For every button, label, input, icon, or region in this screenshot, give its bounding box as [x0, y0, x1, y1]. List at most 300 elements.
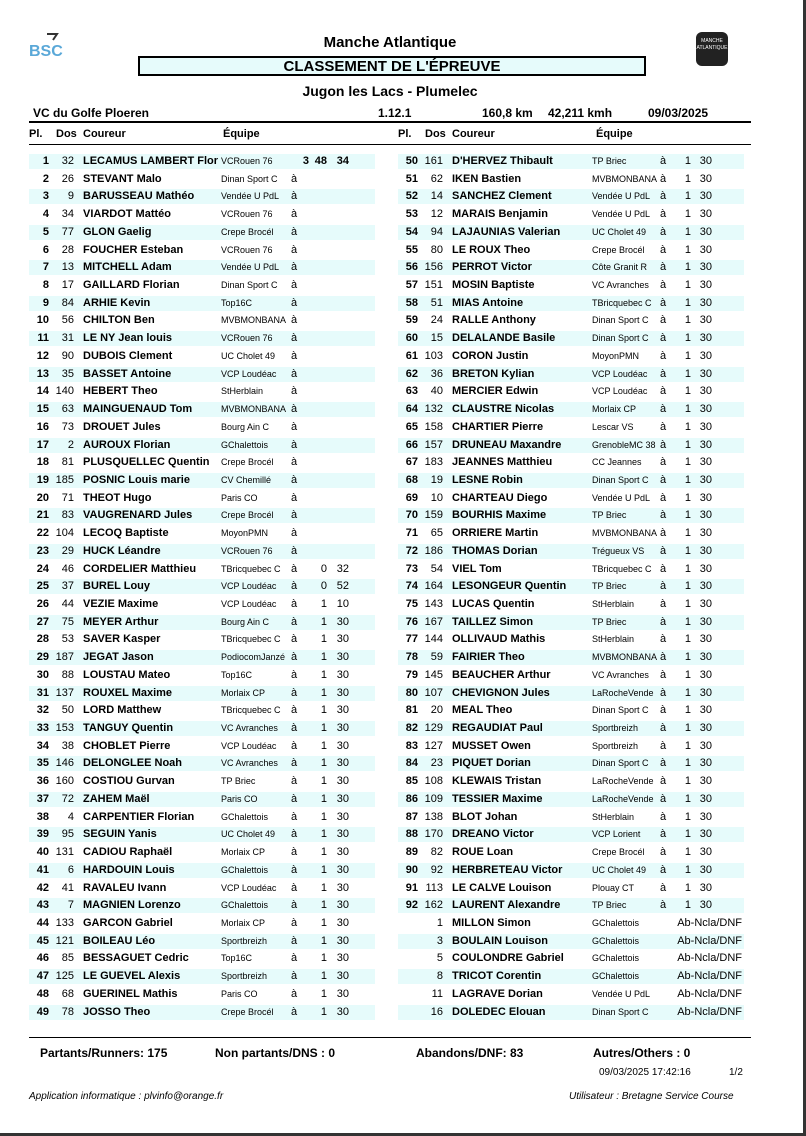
cell-pl: 50: [405, 155, 418, 167]
cell-team: StHerblain: [592, 599, 635, 609]
cell-pl: 31: [36, 686, 49, 699]
col-header-equipe-left: Équipe: [223, 128, 260, 140]
cell-s: 30: [699, 527, 712, 540]
cell-team: Paris CO: [221, 793, 258, 804]
cell-team: Dinan Sport C: [221, 280, 278, 291]
cell-a: à: [291, 438, 298, 451]
cell-dos: 51: [430, 296, 443, 309]
cell-team: StHerblain: [221, 386, 264, 397]
table-row: [29, 738, 375, 755]
cell-pl: 58: [405, 296, 418, 309]
table-row: [29, 312, 375, 329]
cell-a: à: [660, 261, 667, 274]
cell-team: MVBMONBANA: [221, 315, 287, 326]
cell-pl: 46: [36, 952, 49, 965]
cell-team: Paris CO: [221, 492, 258, 503]
cell-a: à: [660, 332, 667, 345]
cell-pl: 55: [405, 243, 418, 256]
cell-m: 1: [684, 686, 691, 699]
cell-name: RALLE Anthony: [452, 314, 536, 327]
row-shade: [398, 438, 744, 453]
cell-m: 1: [684, 899, 691, 912]
cell-dos: 36: [430, 367, 443, 380]
cell-team: TP Briec: [592, 900, 627, 911]
cell-m: 1: [684, 491, 691, 504]
cell-team: Dinan Sport C: [592, 705, 649, 716]
row-shade: [398, 367, 744, 382]
table-row: [29, 330, 375, 347]
table-row: [398, 950, 744, 967]
cell-s: 30: [336, 704, 349, 717]
cell-name: SAVER Kasper: [83, 633, 161, 646]
cell-a: à: [660, 562, 667, 575]
row-shade: [29, 473, 375, 488]
cell-s: 30: [699, 544, 712, 557]
cell-name: CHARTEAU Diego: [452, 491, 548, 504]
cell-name: GUERINEL Mathis: [83, 987, 178, 1000]
cell-m: 1: [320, 934, 327, 947]
cell-s: 30: [336, 987, 349, 1000]
cell-dos: 167: [424, 615, 443, 628]
cell-pl: 52: [405, 190, 418, 203]
cell-s: 30: [336, 810, 349, 823]
cell-status: Ab-Ncla/DNF: [677, 1005, 742, 1018]
table-row: [29, 437, 375, 454]
cell-dos: 125: [55, 970, 74, 983]
table-row: [29, 206, 375, 223]
table-row: [398, 224, 744, 241]
row-shade: [398, 686, 744, 701]
cell-a: à: [660, 172, 667, 185]
cell-a: à: [291, 881, 298, 894]
cell-pl: 73: [405, 562, 418, 575]
cell-m: 1: [684, 651, 691, 664]
cell-s: 30: [699, 438, 712, 451]
table-row: [29, 614, 375, 631]
table-row: [398, 472, 744, 489]
cell-s: 30: [336, 1005, 349, 1018]
cell-a: à: [660, 544, 667, 557]
cell-a: à: [291, 261, 298, 274]
cell-status: Ab-Ncla/DNF: [677, 934, 742, 947]
cell-name: HUCK Léandre: [83, 544, 161, 557]
cell-name: THOMAS Dorian: [452, 544, 538, 557]
cell-m: 1: [684, 863, 691, 876]
cell-dos: 15: [430, 332, 443, 345]
cell-dos: 40: [430, 385, 443, 398]
cell-team: UC Cholet 49: [592, 864, 647, 875]
row-shade: [29, 296, 375, 311]
cell-pl: 35: [36, 757, 49, 770]
cell-pl: 9: [42, 296, 49, 309]
cell-m: 1: [320, 970, 327, 983]
cell-a: à: [660, 243, 667, 256]
cell-dos: 35: [61, 367, 74, 380]
cell-s: 52: [336, 580, 349, 593]
header-divider: [29, 121, 751, 123]
cell-m: 1: [684, 509, 691, 522]
cell-dos: 63: [61, 403, 74, 416]
cell-pl: 24: [36, 562, 49, 575]
cell-m: 1: [684, 296, 691, 309]
cell-a: à: [660, 668, 667, 681]
cell-name: PLUSQUELLEC Quentin: [83, 456, 210, 469]
cell-team: Dinan Sport C: [592, 474, 649, 485]
cell-name: BESSAGUET Cedric: [83, 952, 189, 965]
cell-dos: 159: [424, 509, 443, 522]
cell-team: Dinan Sport C: [592, 333, 649, 344]
cell-team: Bourg Ain C: [221, 421, 270, 432]
cell-pl: 4: [42, 208, 49, 221]
cell-s: 30: [336, 686, 349, 699]
table-row: [29, 720, 375, 737]
route-title: Jugon les Lacs - Plumelec: [302, 83, 478, 99]
cell-a: à: [291, 1005, 298, 1018]
cell-name: FOUCHER Esteban: [83, 243, 184, 256]
cell-pl: 17: [36, 438, 49, 451]
cell-m: 1: [320, 739, 327, 752]
table-row: [29, 454, 375, 471]
cell-pl: 36: [36, 775, 49, 788]
cell-name: TANGUY Quentin: [83, 722, 174, 735]
cell-s: 30: [699, 332, 712, 345]
cell-a: à: [660, 810, 667, 823]
cell-name: VIEL Tom: [452, 562, 502, 575]
cell-name: D'HERVEZ Thibault: [452, 155, 553, 167]
cell-team: Crepe Brocél: [221, 457, 274, 468]
cell-s: 30: [336, 952, 349, 965]
cell-s: 30: [699, 580, 712, 593]
cell-name: SANCHEZ Clement: [452, 190, 552, 203]
cell-team: VC Avranches: [221, 758, 278, 769]
row-shade: [29, 402, 375, 417]
table-row: [398, 507, 744, 524]
cell-name: DRUNEAU Maxandre: [452, 438, 562, 451]
cell-m: 1: [684, 456, 691, 469]
cell-m: 1: [684, 704, 691, 717]
cell-dos: 160: [55, 775, 74, 788]
cell-pl: 16: [36, 420, 49, 433]
cell-a: à: [291, 686, 298, 699]
cell-team: GChalettois: [592, 971, 640, 982]
cell-team: Crepe Brocél: [221, 1006, 274, 1017]
columns-divider: [29, 144, 751, 145]
cell-pl: 34: [36, 739, 49, 752]
cell-a: à: [291, 385, 298, 398]
cell-m: 1: [684, 828, 691, 841]
cell-team: MVBMONBANA: [592, 652, 658, 663]
cell-a: à: [291, 846, 298, 859]
cell-name: MIAS Antoine: [452, 296, 524, 309]
col-header-pl-left: Pl.: [29, 128, 43, 140]
cell-a: à: [660, 155, 667, 167]
cell-dos: 68: [61, 987, 74, 1000]
cell-m: 1: [684, 332, 691, 345]
cell-dos: 29: [61, 544, 74, 557]
cell-dos: 109: [424, 792, 443, 805]
cell-pl: 51: [405, 172, 418, 185]
cell-s: 30: [699, 792, 712, 805]
partants-count: Partants/Runners: 175: [40, 1046, 168, 1060]
cell-pl: 22: [36, 527, 49, 540]
table-row: [29, 490, 375, 507]
autres-count: Autres/Others : 0: [593, 1046, 691, 1060]
col-header-dos-left: Dos: [56, 128, 77, 140]
cell-pl: 57: [405, 279, 418, 292]
cell-name: JEANNES Matthieu: [452, 456, 553, 469]
cell-m: 1: [684, 385, 691, 398]
table-row: [398, 596, 744, 613]
cell-dos: 13: [61, 261, 74, 274]
cell-dos: 38: [61, 739, 74, 752]
cell-team: PodiocomJanzé: [221, 652, 286, 663]
col-header-dos-right: Dos: [425, 128, 446, 140]
cell-m: 0: [320, 562, 327, 575]
cell-name: COSTIOU Gurvan: [83, 775, 175, 788]
cell-dos: 6: [67, 863, 74, 876]
cell-a: à: [291, 704, 298, 717]
cell-s: 30: [336, 970, 349, 983]
cell-pl: 26: [36, 598, 49, 610]
cell-a: à: [660, 792, 667, 805]
cell-pl: 25: [36, 580, 49, 593]
cell-a: à: [660, 580, 667, 593]
cell-dos: 72: [61, 792, 74, 805]
cell-pl: 21: [36, 509, 49, 522]
cell-name: BOURHIS Maxime: [452, 509, 547, 522]
cell-pl: 77: [405, 633, 418, 646]
cell-a: à: [291, 172, 298, 185]
cell-m: 1: [684, 208, 691, 221]
cell-team: Vendée U PdL: [592, 492, 651, 503]
cell-a: à: [291, 544, 298, 557]
cell-pl: 15: [36, 403, 49, 416]
cell-pl: 6: [42, 243, 49, 256]
cell-name: AUROUX Florian: [83, 438, 171, 451]
col-header-coureur-left: Coureur: [83, 128, 126, 140]
cell-m: 1: [320, 899, 327, 912]
cell-s: 30: [336, 916, 349, 929]
table-row: [29, 188, 375, 205]
cell-team: VCRouen 76: [221, 156, 273, 166]
cell-name: THEOT Hugo: [83, 491, 152, 504]
table-row: [29, 649, 375, 666]
cell-pl: 60: [405, 332, 418, 345]
cell-pl: 48: [36, 987, 49, 1000]
table-row: [398, 171, 744, 188]
table-row: [398, 437, 744, 454]
cell-name: BASSET Antoine: [83, 367, 172, 380]
cell-s: 30: [699, 190, 712, 203]
cell-a: à: [291, 934, 298, 947]
cell-pl: 40: [36, 846, 49, 859]
table-row: [398, 242, 744, 259]
cell-dos: 158: [424, 420, 443, 433]
cell-dos: 94: [430, 225, 443, 238]
cell-m: 1: [684, 243, 691, 256]
user-credit: Utilisateur : Bretagne Service Course: [569, 1091, 734, 1102]
cell-dos: 183: [424, 456, 443, 469]
cell-pl: 2: [42, 172, 49, 185]
table-row: [29, 685, 375, 702]
cell-name: CHEVIGNON Jules: [452, 686, 550, 699]
cell-a: à: [660, 367, 667, 380]
cell-name: DOLEDEC Elouan: [452, 1005, 546, 1018]
table-row: [29, 826, 375, 843]
cell-s: 30: [699, 615, 712, 628]
cell-dos: 1: [436, 916, 443, 929]
cell-dos: 156: [424, 261, 443, 274]
cell-a: à: [660, 438, 667, 451]
cell-team: Morlaix CP: [221, 687, 266, 698]
cell-dos: 133: [55, 916, 74, 929]
cell-team: Sportbreizh: [592, 723, 639, 734]
cell-pl: 53: [405, 208, 418, 221]
cell-s: 30: [699, 225, 712, 238]
table-row: [29, 419, 375, 436]
cell-dos: 107: [424, 686, 443, 699]
cell-name: LESNE Robin: [452, 473, 523, 486]
table-row: [398, 419, 744, 436]
cell-m: 1: [684, 633, 691, 646]
cell-a: à: [660, 527, 667, 540]
cell-name: LE GUEVEL Alexis: [83, 970, 181, 983]
cell-name: HEBERT Theo: [83, 385, 158, 398]
cell-a: à: [660, 456, 667, 469]
table-row: [29, 224, 375, 241]
cell-dos: 170: [424, 828, 443, 841]
cell-name: MILLON Simon: [452, 916, 531, 929]
cell-s: 30: [699, 208, 712, 221]
cell-dos: 4: [67, 810, 74, 823]
cell-s: 30: [699, 775, 712, 788]
cell-dos: 95: [61, 828, 74, 841]
table-row: [398, 295, 744, 312]
cell-pl: 56: [405, 261, 418, 274]
cell-dos: 59: [430, 651, 443, 664]
cell-team: Plouay CT: [592, 882, 635, 893]
cell-m: 1: [320, 668, 327, 681]
cell-s: 30: [699, 456, 712, 469]
cell-name: VIARDOT Mattéo: [83, 208, 171, 221]
table-row: [29, 543, 375, 560]
cell-name: DELALANDE Basile: [452, 332, 556, 345]
table-row: [29, 986, 375, 1003]
cell-m: 1: [684, 527, 691, 540]
cell-s: 30: [699, 633, 712, 646]
cell-name: JEGAT Jason: [83, 651, 154, 664]
cell-dos: 103: [424, 349, 443, 362]
abandons-count: Abandons/DNF: 83: [416, 1046, 524, 1060]
cell-team: Vendée U PdL: [592, 988, 651, 999]
cell-m: 1: [684, 155, 691, 167]
cell-a: à: [660, 491, 667, 504]
col-header-pl-right: Pl.: [398, 128, 412, 140]
cell-s: 30: [699, 367, 712, 380]
cell-s: 30: [699, 899, 712, 912]
cell-dos: 12: [430, 208, 443, 221]
cell-name: LAJAUNIAS Valerian: [452, 225, 561, 238]
cell-name: LE ROUX Theo: [452, 243, 531, 256]
cell-name: HARDOUIN Louis: [83, 863, 175, 876]
table-row: [29, 171, 375, 188]
cell-s: 30: [699, 828, 712, 841]
cell-a: à: [660, 757, 667, 770]
cell-name: DUBOIS Clement: [83, 349, 173, 362]
cell-name: BUREL Louy: [83, 580, 151, 593]
cell-dos: 11: [431, 987, 443, 1000]
cell-team: Vendée U PdL: [221, 191, 280, 202]
cell-a: à: [291, 403, 298, 416]
cell-a: à: [291, 562, 298, 575]
table-row: [29, 525, 375, 542]
table-row: [398, 791, 744, 808]
table-row: [398, 720, 744, 737]
cell-a: à: [291, 349, 298, 362]
application-credit: Application informatique : plvinfo@orange.fr: [29, 1091, 224, 1102]
cell-a: à: [291, 456, 298, 469]
cell-name: LAGRAVE Dorian: [452, 987, 543, 1000]
cell-a: à: [291, 792, 298, 805]
cell-team: MoyonPMN: [221, 528, 269, 539]
table-row: [398, 933, 744, 950]
cell-a: à: [291, 668, 298, 681]
table-row: [398, 986, 744, 1003]
organizer-club: VC du Golfe Ploeren: [33, 106, 150, 120]
cell-team: GChalettois: [221, 900, 269, 911]
table-row: [398, 153, 744, 170]
cell-a: à: [660, 899, 667, 912]
cell-m: 1: [684, 881, 691, 894]
cell-pl: 37: [36, 792, 49, 805]
cell-name: LUCAS Quentin: [452, 598, 535, 610]
cell-team: GChalettois: [221, 439, 269, 450]
cell-name: KLEWAIS Tristan: [452, 775, 542, 788]
cell-team: VCRouen 76: [221, 244, 273, 255]
table-row: [398, 631, 744, 648]
row-shade: [398, 898, 744, 913]
cell-pl: 33: [36, 722, 49, 735]
table-row: [29, 702, 375, 719]
table-row: [398, 773, 744, 790]
cell-m: 1: [320, 846, 327, 859]
table-row: [29, 809, 375, 826]
cell-dos: 127: [424, 739, 443, 752]
cell-a: à: [291, 225, 298, 238]
table-row: [29, 897, 375, 914]
cell-team: VC Avranches: [592, 669, 649, 680]
table-row: [398, 259, 744, 276]
cell-m: 48: [314, 155, 327, 167]
cell-team: VCP Loudéac: [221, 882, 277, 893]
table-row: [29, 507, 375, 524]
cell-name: CHARTIER Pierre: [452, 420, 544, 433]
cell-dos: 5: [436, 952, 443, 965]
cell-a: à: [660, 863, 667, 876]
cell-a: à: [660, 881, 667, 894]
cell-name: SEGUIN Yanis: [83, 828, 157, 841]
cell-dos: 151: [424, 279, 443, 292]
manche-atlantique-logo-icon: MANCHE ATLANTIQUE: [696, 32, 728, 66]
cell-dos: 161: [424, 155, 443, 167]
row-shade: [29, 189, 375, 204]
cell-status: Ab-Ncla/DNF: [677, 970, 742, 983]
cell-a: à: [660, 633, 667, 646]
table-row: [398, 543, 744, 560]
cell-dos: 16: [430, 1005, 443, 1018]
cell-a: à: [291, 279, 298, 292]
cell-a: à: [291, 598, 298, 610]
